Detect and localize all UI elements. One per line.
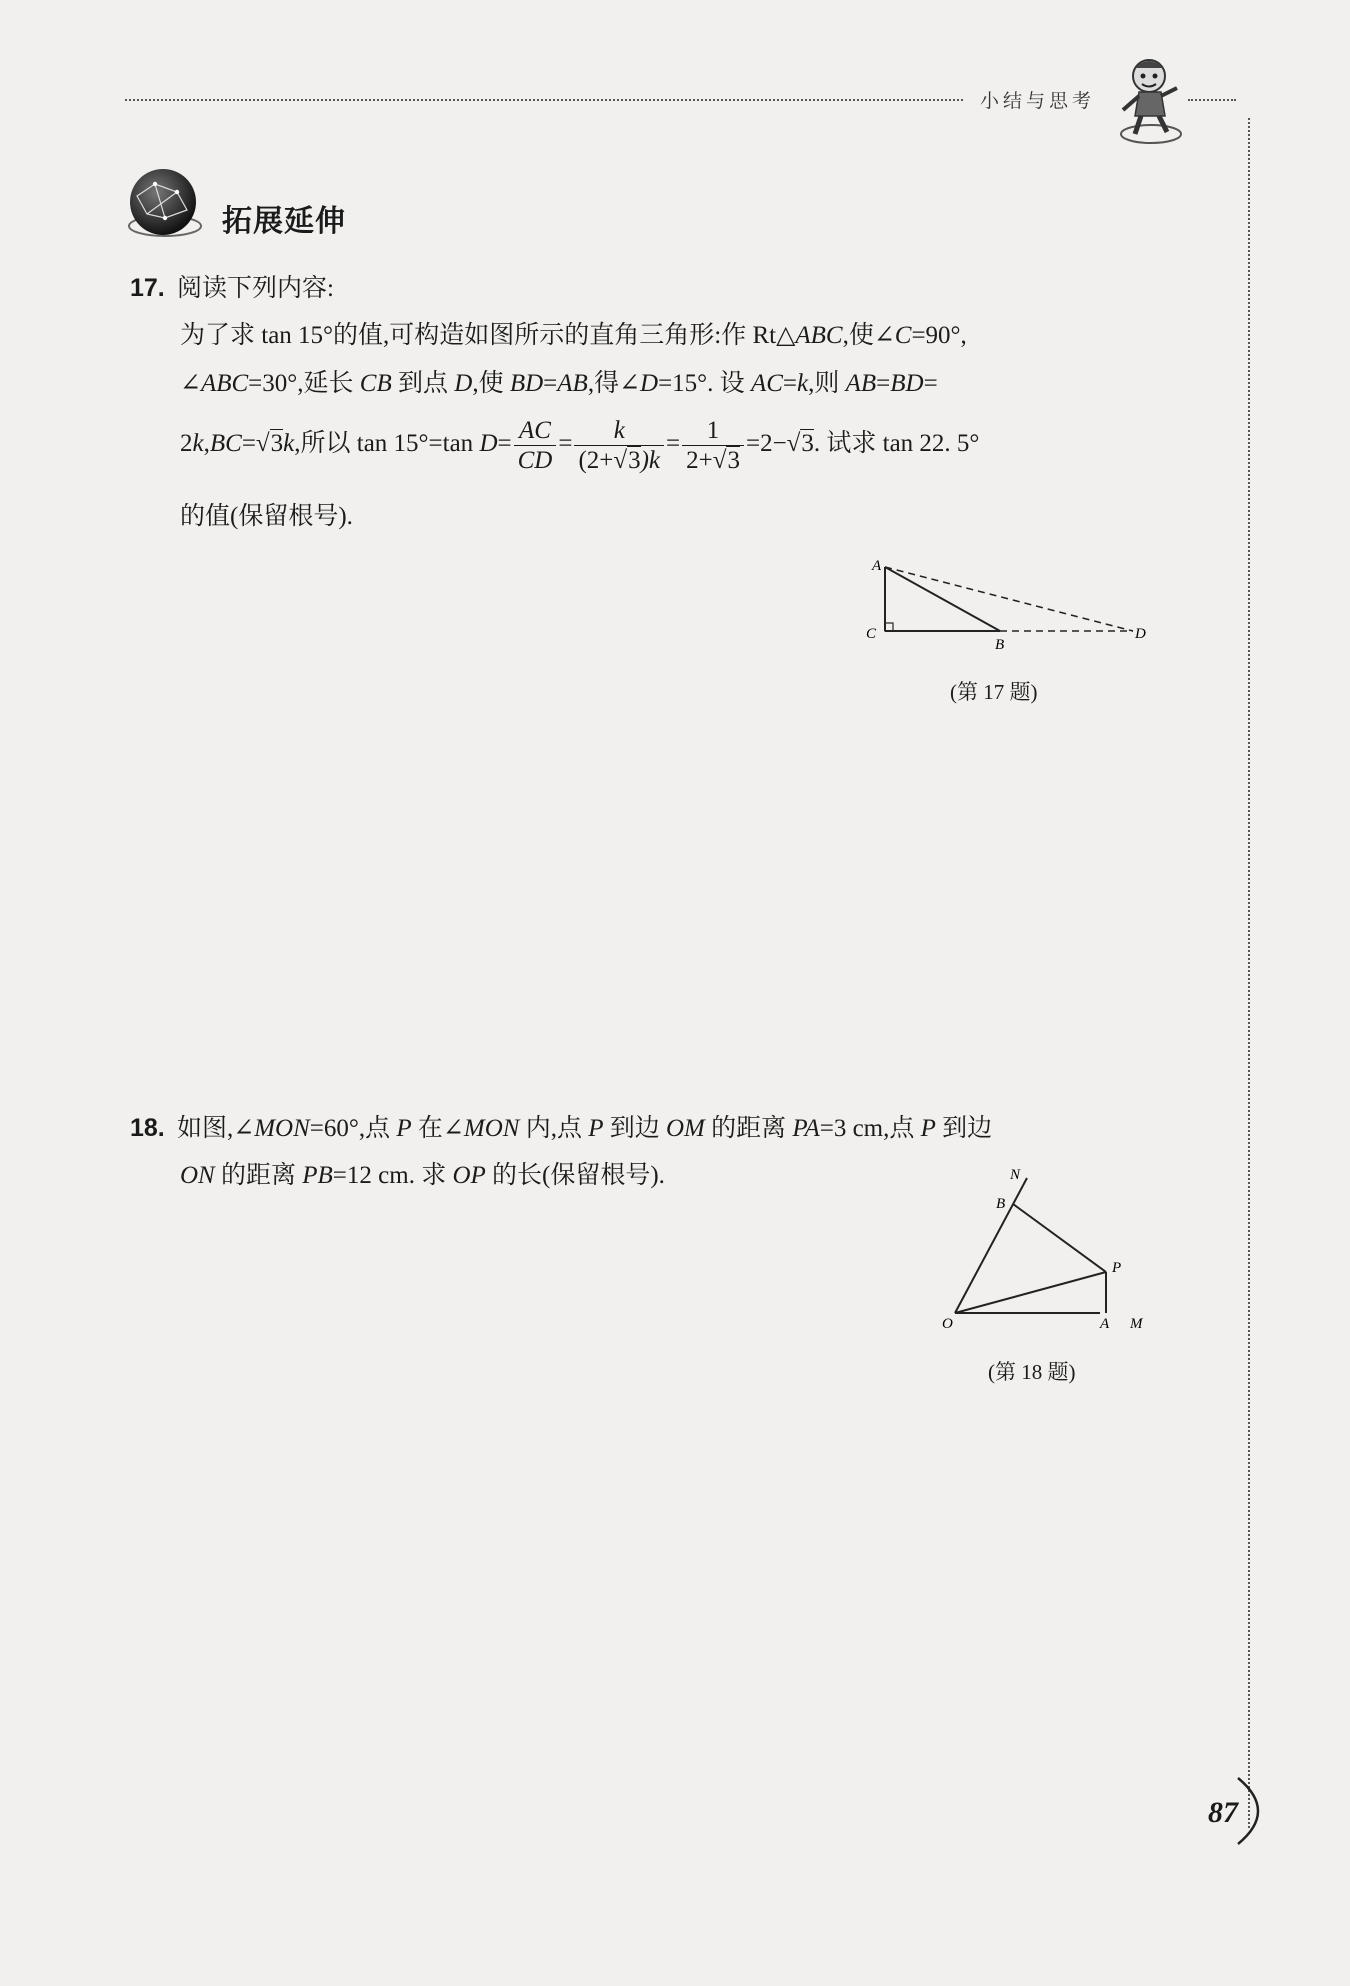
text: D — [454, 370, 473, 397]
text: BC — [209, 430, 242, 458]
text: =2−√ — [745, 430, 801, 458]
text: . 试求 tan 22. 5° — [813, 430, 980, 458]
text: 的距离 — [704, 1115, 793, 1142]
text: = — [558, 430, 573, 458]
q18-caption: (第 18 题) — [988, 1360, 1076, 1384]
text: = — [543, 370, 558, 397]
text: ,使∠ — [842, 322, 895, 349]
text: OM — [666, 1115, 705, 1142]
label-p: P — [1112, 1260, 1122, 1276]
label-a: A — [1100, 1316, 1110, 1332]
text: 2 — [180, 430, 193, 458]
fraction-one — [682, 418, 744, 473]
text: k — [283, 430, 295, 458]
label-d: D — [1135, 626, 1146, 642]
q17-number: 17. — [130, 274, 165, 302]
text: 为了求 tan 15°的值,可构造如图所示的直角三角形:作 Rt△ — [180, 322, 796, 349]
text: BD — [509, 370, 544, 397]
text: = — [923, 370, 938, 397]
text: PB — [302, 1162, 333, 1189]
text: ∠ — [180, 370, 201, 397]
text: 3 — [801, 430, 814, 458]
segment-op — [955, 1272, 1106, 1313]
text: P — [920, 1115, 936, 1142]
numerator: AC — [514, 418, 557, 446]
text: = — [497, 430, 512, 458]
text: 在∠ — [411, 1115, 464, 1142]
denominator — [574, 446, 664, 473]
text: D — [479, 430, 498, 458]
text: CB — [359, 370, 392, 397]
label-a: A — [872, 558, 882, 574]
text: 3 — [270, 430, 284, 458]
text: P — [396, 1115, 412, 1142]
right-dotted-margin — [1248, 118, 1250, 1828]
text: k — [192, 430, 204, 458]
numerator: k — [574, 418, 664, 446]
q17-line-1 — [180, 323, 967, 348]
text: AC — [750, 370, 783, 397]
q17-line-2 — [180, 371, 938, 396]
text: =3 cm,点 — [819, 1115, 921, 1142]
text: ,得∠ — [587, 370, 641, 397]
denominator — [682, 446, 744, 473]
text: =60°,点 — [309, 1115, 397, 1142]
text: MON — [254, 1115, 310, 1142]
q17-line-4: 的值(保留根号). — [180, 503, 353, 530]
q17-intro-line — [130, 276, 334, 301]
q18-figure — [930, 1160, 1160, 1340]
numerator: 1 — [682, 418, 744, 446]
text: 2+√ — [686, 447, 727, 474]
label-b: B — [996, 1196, 1006, 1212]
text: , — [203, 430, 210, 458]
right-angle-mark — [885, 623, 893, 631]
label-c: C — [866, 626, 877, 642]
header-dotted-rule-right — [1188, 99, 1236, 101]
text: BD — [890, 370, 924, 397]
denominator: CD — [517, 447, 553, 474]
q18-line-2 — [180, 1163, 665, 1188]
text: )k — [640, 447, 661, 474]
page-number: 87 — [1208, 1796, 1238, 1829]
text: 3 — [727, 447, 740, 474]
text: = — [876, 370, 891, 397]
text: PA — [792, 1115, 820, 1142]
text: D — [640, 370, 659, 397]
q17-caption: (第 17 题) — [950, 680, 1038, 704]
text: (2+√ — [578, 447, 628, 474]
text: MON — [463, 1115, 520, 1142]
text: 内,点 — [519, 1115, 589, 1142]
text: AB — [557, 370, 588, 397]
globe-icon — [125, 166, 205, 244]
text: 的距离 — [214, 1162, 303, 1189]
text: ,所以 tan 15°=tan — [294, 430, 480, 458]
text: = — [782, 370, 797, 397]
text: 到点 — [391, 370, 455, 397]
label-o: O — [942, 1316, 953, 1332]
text: =12 cm. 求 — [332, 1162, 453, 1189]
label-b: B — [995, 637, 1005, 652]
fraction-ac-cd — [514, 418, 557, 473]
fraction-k — [574, 418, 664, 473]
text: 的长(保留根号). — [485, 1162, 665, 1189]
text: 到边 — [935, 1115, 993, 1142]
section-title: 拓展延伸 — [222, 204, 346, 239]
q17-line-3 — [180, 418, 979, 473]
text: k — [797, 370, 809, 397]
segment-ab — [885, 567, 1000, 631]
q18-line-1 — [130, 1116, 992, 1141]
text: 3 — [628, 447, 641, 474]
text: ON — [180, 1162, 215, 1189]
label-m: M — [1130, 1316, 1143, 1332]
segment-pb — [1013, 1204, 1106, 1272]
text: AB — [845, 370, 877, 397]
ray-on — [955, 1178, 1027, 1313]
text: =15°. 设 — [658, 370, 751, 397]
segment-ad-dashed — [885, 567, 1133, 631]
text: =30°,延长 — [248, 370, 360, 397]
text: ABC — [200, 370, 249, 397]
q17-figure — [860, 552, 1160, 652]
mascot-icon — [1115, 54, 1187, 146]
text: 到边 — [603, 1115, 666, 1142]
text: ,使 — [472, 370, 510, 397]
text: =90°, — [911, 322, 967, 349]
q18-number: 18. — [130, 1114, 165, 1142]
label-n: N — [1010, 1167, 1021, 1183]
text: OP — [452, 1162, 486, 1189]
header-dotted-rule — [125, 99, 963, 101]
text: 如图,∠ — [177, 1115, 255, 1142]
text: ,则 — [808, 370, 846, 397]
text: P — [588, 1115, 604, 1142]
text: C — [894, 322, 912, 349]
text: ABC — [795, 322, 843, 349]
text: = — [666, 430, 681, 458]
q17-intro: 阅读下列内容: — [177, 275, 334, 302]
text: =√ — [241, 430, 270, 458]
header-label: 小结与思考 — [980, 90, 1096, 112]
